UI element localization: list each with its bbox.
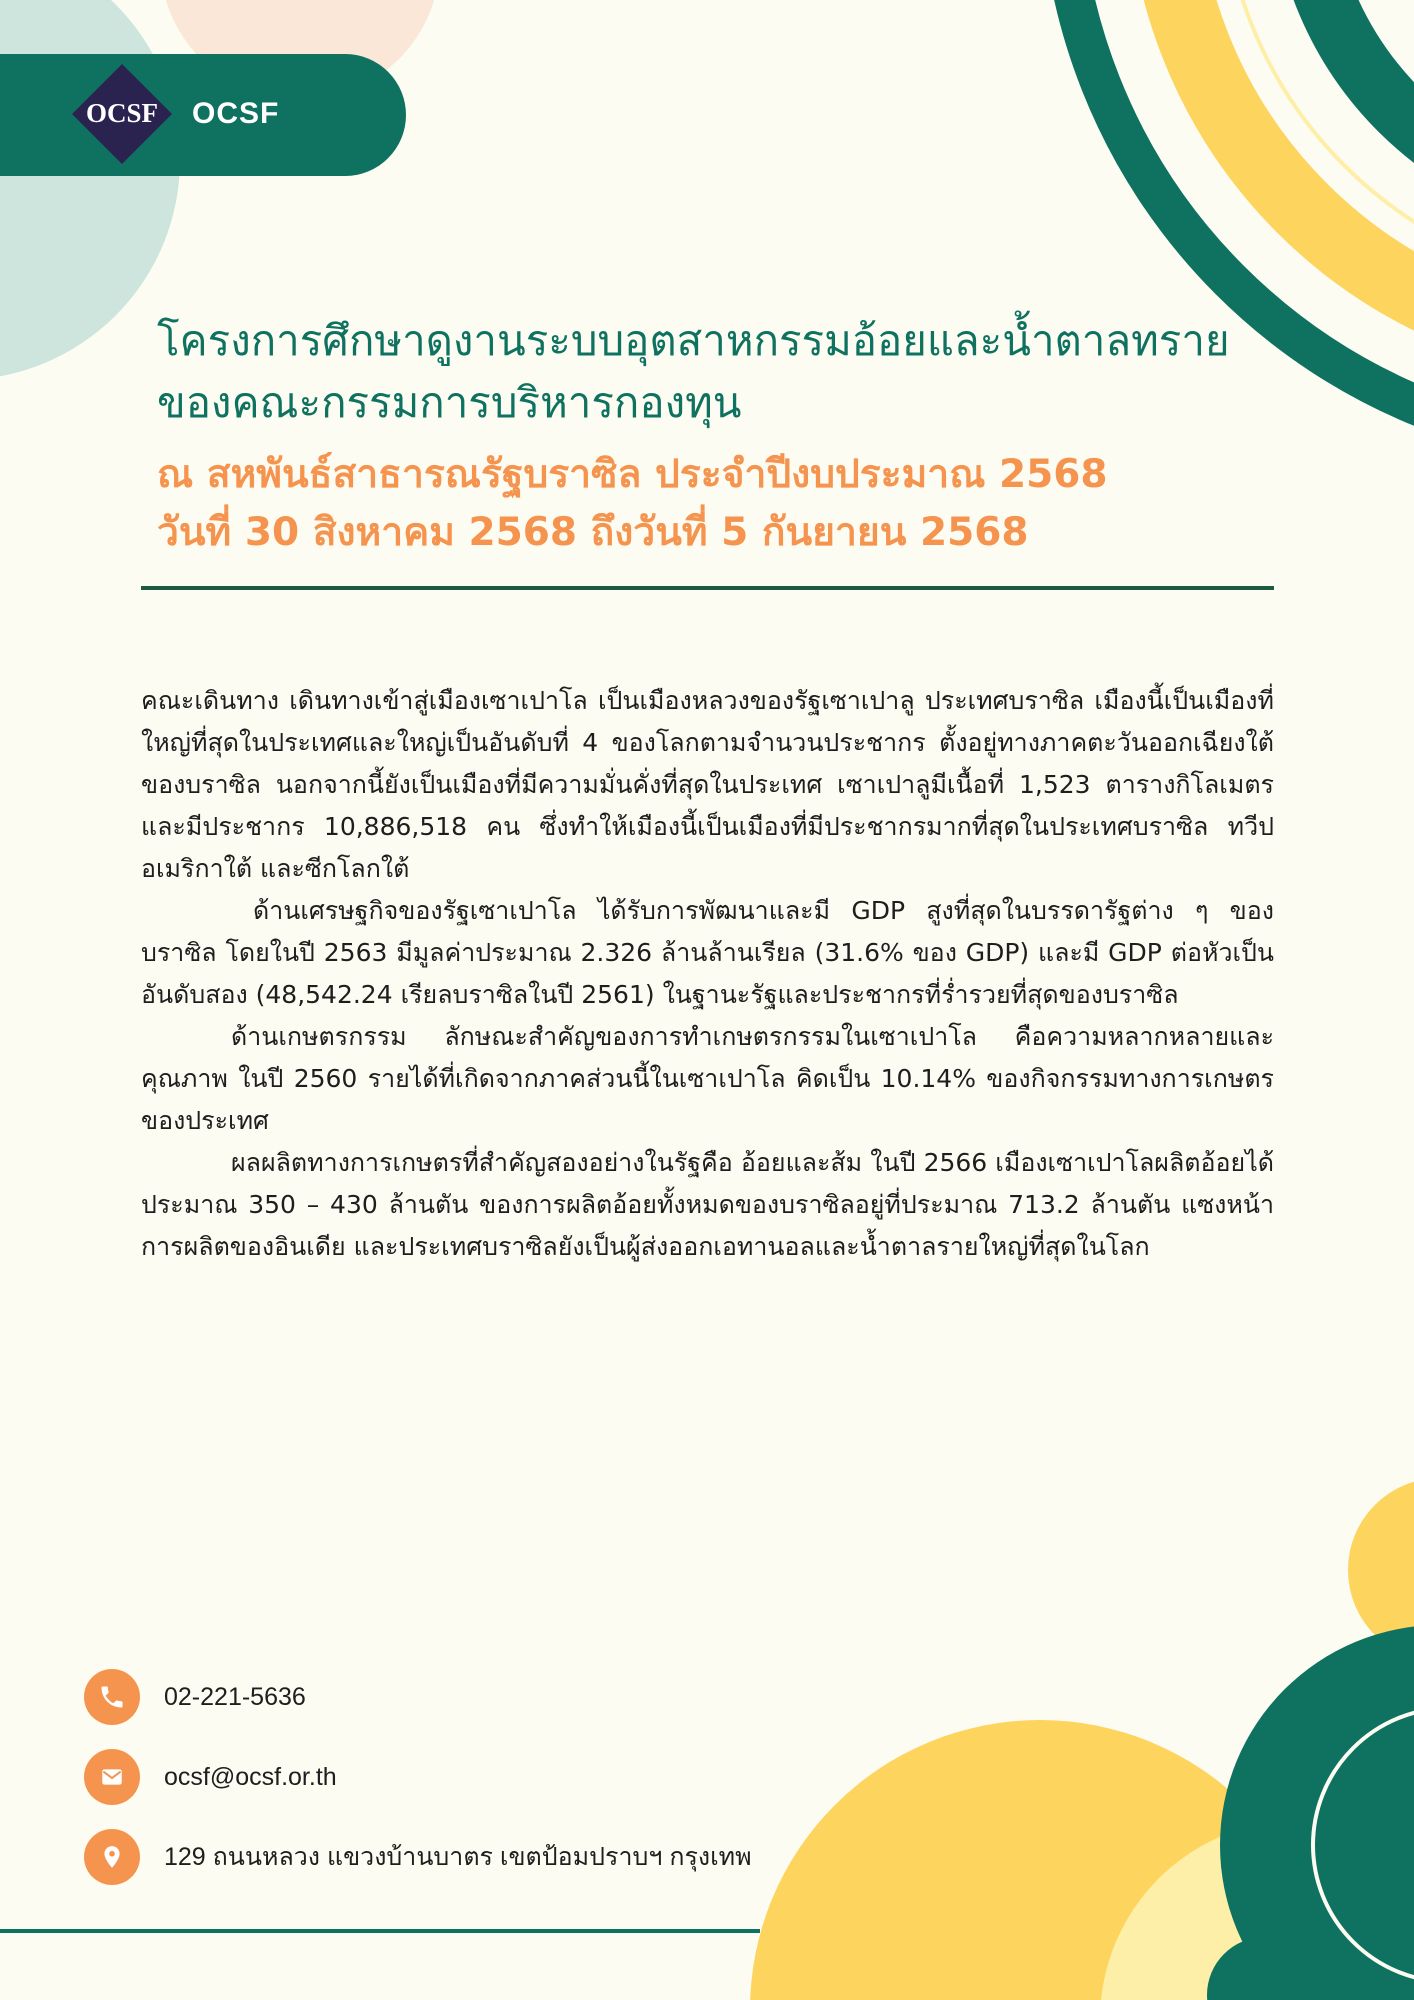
page-subtitle [157, 446, 1277, 562]
mail-icon [84, 1749, 140, 1805]
title-line-1: โครงการศึกษาดูงานระบบอุตสาหกรรมอ้อยและน้ำตาลทราย [157, 316, 1230, 365]
title-line-2: ของคณะกรรมการบริหารกองทุน [157, 378, 742, 427]
bottom-rule [0, 1929, 760, 1933]
ocsf-logo [70, 62, 174, 166]
email-address: ocsf@ocsf.or.th [164, 1762, 337, 1791]
title-divider [141, 586, 1274, 590]
contact-address [84, 1829, 752, 1885]
contact-phone[interactable] [84, 1669, 306, 1725]
paragraph-production: ผลผลิตทางการเกษตรที่สำคัญสองอย่างในรัฐคือ อ้อยและส้ม ในปี 2566 เมืองเซาเปาโลผลิตอ้อยได้ประมาณ 350 – 430 ล้านตัน ของการผลิตอ้อยทั้งหมดของบราซิลอยู่ที่ประมาณ 713.2 ล้านตัน แซงหน้าการผลิตของอินเดีย และประเทศบราซิลยังเป็นผู้ส่งออกเอทานอลและน้ำตาลรายใหญ่ที่สุดในโลก [141, 1148, 1274, 1261]
brand-name: OCSF [192, 97, 280, 130]
logo-mark-text: OCSF [85, 98, 159, 128]
page-title [157, 310, 1277, 434]
paragraph-economy: ด้านเศรษฐกิจของรัฐเซาเปาโล ได้รับการพัฒนาและมี GDP สูงที่สุดในบรรดารัฐต่าง ๆ ของบราซิล โดยในปี 2563 มีมูลค่าประมาณ 2.326 ล้านล้านเรียล (31.6% ของ GDP) และมี GDP ต่อหัวเป็นอันดับสอง (48,542.24 เรียลบราซิลในปี 2561) ในฐานะรัฐและประชากรที่ร่ำรวยที่สุดของบราซิล [141, 896, 1274, 1009]
subtitle-line-1: ณ สหพันธ์สาธารณรัฐบราซิล ประจำปีงบประมาณ 2568 [157, 452, 1108, 497]
subtitle-line-2: วันที่ 30 สิงหาคม 2568 ถึงวันที่ 5 กันยายน 2568 [157, 510, 1029, 555]
location-pin-icon [84, 1829, 140, 1885]
phone-number: 02-221-5636 [164, 1682, 306, 1711]
paragraph-overview: คณะเดินทาง เดินทางเข้าสู่เมืองเซาเปาโล เป็นเมืองหลวงของรัฐเซาเปาลู ประเทศบราซิล เมืองนี้เป็นเมืองที่ใหญ่ที่สุดในประเทศและใหญ่เป็นอันดับที่ 4 ของโลกตามจำนวนประชากร ตั้งอยู่ทางภาคตะวันออกเฉียงใต้ของบราซิล นอกจากนี้ยังเป็นเมืองที่มีความมั่นคั่งที่สุดในประเทศ เซาเปาลูมีเนื้อที่ 1,523 ตารางกิโลเมตร และมีประชากร 10,886,518 คน ซึ่งทำให้เมืองนี้เป็นเมืองที่มีประชากรมากที่สุดในประเทศบราซิล ทวีปอเมริกาใต้ และซีกโลกใต้ [141, 686, 1274, 883]
street-address: 129 ถนนหลวง แขวงบ้านบาตร เขตป้อมปราบฯ กรุงเทพ [164, 1843, 752, 1871]
body-text [141, 680, 1274, 1268]
contact-email[interactable] [84, 1749, 337, 1805]
paragraph-agriculture: ด้านเกษตรกรรม ลักษณะสำคัญของการทำเกษตรกรรมในเซาเปาโล คือความหลากหลายและคุณภาพ ในปี 2560 รายได้ที่เกิดจากภาคส่วนนี้ในเซาเปาโล คิดเป็น 10.14% ของกิจกรรมทางการเกษตรของประเทศ [141, 1022, 1274, 1135]
phone-icon [84, 1669, 140, 1725]
